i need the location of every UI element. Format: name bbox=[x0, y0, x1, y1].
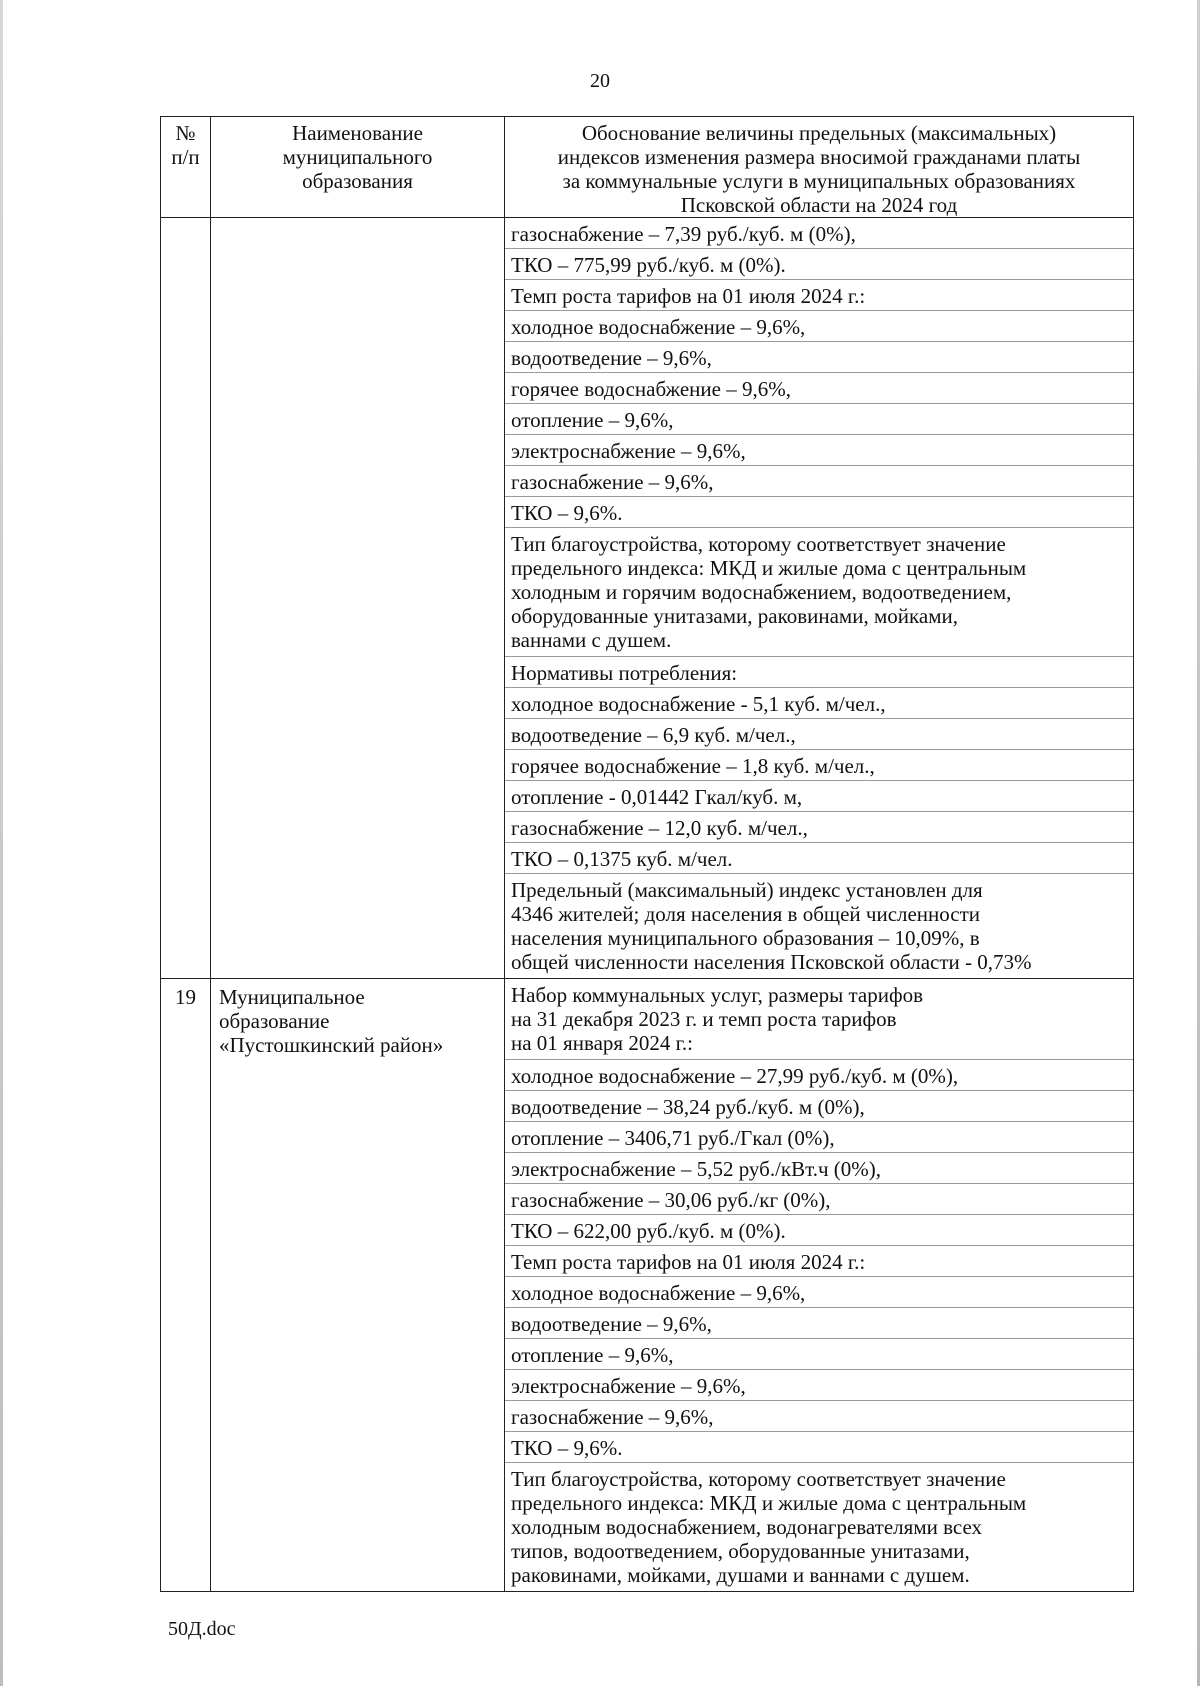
entry-line: водоотведение – 9,6%, bbox=[511, 346, 712, 370]
entry-line: Темп роста тарифов на 01 июля 2024 г.: bbox=[511, 284, 866, 308]
justification-entry bbox=[505, 811, 1133, 842]
entry-line: на 01 января 2024 г.: bbox=[511, 1031, 693, 1055]
row-num-cell bbox=[161, 218, 211, 979]
row-justification-cell bbox=[505, 979, 1134, 1592]
entry-line: газоснабжение – 12,0 куб. м/чел., bbox=[511, 816, 808, 840]
entry-line: газоснабжение – 9,6%, bbox=[511, 1405, 714, 1429]
entry-line: водоотведение – 6,9 куб. м/чел., bbox=[511, 723, 796, 747]
justification-entry bbox=[505, 465, 1133, 496]
table-header-row bbox=[161, 117, 1134, 218]
justification-entry bbox=[505, 434, 1133, 465]
row-justification-cell bbox=[505, 218, 1134, 979]
justification-entry bbox=[505, 718, 1133, 749]
header-justification: Обоснование величины предельных (максимальных) индексов изменения размера вносимой гражданами платы за коммунальные услуги в муниципальных образованиях Псковской области на 2024 год bbox=[505, 117, 1134, 218]
justification-entry bbox=[505, 873, 1133, 978]
entry-line: ТКО – 622,00 руб./куб. м (0%). bbox=[511, 1219, 786, 1243]
row-num-cell: 19 bbox=[161, 979, 211, 1592]
entry-line: Предельный (максимальный) индекс установлен для bbox=[511, 878, 983, 902]
justification-entry bbox=[505, 279, 1133, 310]
entry-line: электроснабжение – 5,52 руб./кВт.ч (0%), bbox=[511, 1157, 882, 1181]
entry-line: Темп роста тарифов на 01 июля 2024 г.: bbox=[511, 1250, 866, 1274]
entry-line: Набор коммунальных услуг, размеры тарифов bbox=[511, 983, 923, 1007]
entry-line: отопление – 9,6%, bbox=[511, 408, 674, 432]
entry-line: ТКО – 0,1375 куб. м/чел. bbox=[511, 847, 733, 871]
entry-line: на 31 декабря 2023 г. и темп роста тарифов bbox=[511, 1007, 897, 1031]
tariff-index-table bbox=[160, 116, 1134, 1592]
entry-line: горячее водоснабжение – 9,6%, bbox=[511, 377, 791, 401]
entry-line: населения муниципального образования – 10,09%, в bbox=[511, 926, 980, 950]
table-row-19 bbox=[161, 979, 1134, 1592]
justification-entry bbox=[505, 218, 1133, 248]
justification-entry bbox=[505, 687, 1133, 718]
footer-filename: 50Д.doc bbox=[168, 1618, 236, 1640]
entry-line: ТКО – 9,6%. bbox=[511, 1436, 623, 1460]
justification-entry bbox=[505, 1152, 1133, 1183]
justification-entry bbox=[505, 1090, 1133, 1121]
entry-line: холодное водоснабжение – 9,6%, bbox=[511, 315, 806, 339]
entry-line: холодное водоснабжение - 5,1 куб. м/чел., bbox=[511, 692, 886, 716]
entry-line: ваннами с душем. bbox=[511, 628, 672, 652]
row-municipality-cell: Муниципальное образование «Пустошкинский район» bbox=[211, 979, 505, 1592]
justification-entry bbox=[505, 496, 1133, 527]
entry-line: газоснабжение – 7,39 руб./куб. м (0%), bbox=[511, 222, 856, 246]
justification-entry bbox=[505, 842, 1133, 873]
scan-edge-left bbox=[0, 0, 3, 1686]
page-number: 20 bbox=[590, 70, 610, 92]
entry-line: раковинами, мойками, душами и ваннами с душем. bbox=[511, 1563, 970, 1587]
entry-line: холодным и горячим водоснабжением, водоотведением, bbox=[511, 580, 1012, 604]
justification-entry bbox=[505, 403, 1133, 434]
entry-line: Тип благоустройства, которому соответствует значение bbox=[511, 1467, 1006, 1491]
justification-entry bbox=[505, 310, 1133, 341]
entry-line: холодное водоснабжение – 9,6%, bbox=[511, 1281, 806, 1305]
justification-entry bbox=[505, 1183, 1133, 1214]
entry-line: холодным водоснабжением, водонагревателями всех bbox=[511, 1515, 983, 1539]
table-row-continued bbox=[161, 218, 1134, 979]
justification-entry bbox=[505, 979, 1133, 1059]
entry-line: Тип благоустройства, которому соответствует значение bbox=[511, 532, 1006, 556]
entry-line: предельного индекса: МКД и жилые дома с центральным bbox=[511, 1491, 1027, 1515]
justification-entry bbox=[505, 1431, 1133, 1462]
justification-entry bbox=[505, 1307, 1133, 1338]
entry-line: водоотведение – 38,24 руб./куб. м (0%), bbox=[511, 1095, 865, 1119]
justification-entry bbox=[505, 1276, 1133, 1307]
entry-line: 4346 жителей; доля населения в общей численности bbox=[511, 902, 981, 926]
justification-entry bbox=[505, 341, 1133, 372]
entry-line: электроснабжение – 9,6%, bbox=[511, 1374, 746, 1398]
justification-entry bbox=[505, 1059, 1133, 1090]
justification-entry bbox=[505, 749, 1133, 780]
entry-line: Нормативы потребления: bbox=[511, 661, 738, 685]
justification-entry bbox=[505, 780, 1133, 811]
header-num: № п/п bbox=[161, 117, 211, 218]
justification-entry bbox=[505, 1400, 1133, 1431]
entry-line: предельного индекса: МКД и жилые дома с центральным bbox=[511, 556, 1027, 580]
justification-entry bbox=[505, 248, 1133, 279]
entry-line: газоснабжение – 9,6%, bbox=[511, 470, 714, 494]
row-municipality-cell bbox=[211, 218, 505, 979]
entry-line: ТКО – 775,99 руб./куб. м (0%). bbox=[511, 253, 786, 277]
justification-entry bbox=[505, 1462, 1133, 1591]
justification-entry bbox=[505, 527, 1133, 656]
entry-line: оборудованные унитазами, раковинами, мойками, bbox=[511, 604, 958, 628]
entry-line: горячее водоснабжение – 1,8 куб. м/чел., bbox=[511, 754, 875, 778]
justification-entry bbox=[505, 1338, 1133, 1369]
entry-line: общей численности населения Псковской области - 0,73% bbox=[511, 950, 1032, 974]
entry-line: водоотведение – 9,6%, bbox=[511, 1312, 712, 1336]
entry-line: ТКО – 9,6%. bbox=[511, 501, 623, 525]
entry-line: газоснабжение – 30,06 руб./кг (0%), bbox=[511, 1188, 831, 1212]
entry-line: отопление - 0,01442 Гкал/куб. м, bbox=[511, 785, 803, 809]
entry-line: отопление – 3406,71 руб./Гкал (0%), bbox=[511, 1126, 835, 1150]
justification-entry bbox=[505, 1214, 1133, 1245]
entry-line: отопление – 9,6%, bbox=[511, 1343, 674, 1367]
justification-entry bbox=[505, 656, 1133, 687]
justification-entry bbox=[505, 1369, 1133, 1400]
justification-entry bbox=[505, 1245, 1133, 1276]
header-municipality: Наименование муниципального образования bbox=[211, 117, 505, 218]
justification-entry bbox=[505, 372, 1133, 403]
entry-line: типов, водоотведением, оборудованные унитазами, bbox=[511, 1539, 970, 1563]
entry-line: электроснабжение – 9,6%, bbox=[511, 439, 746, 463]
entry-line: холодное водоснабжение – 27,99 руб./куб. м (0%), bbox=[511, 1064, 959, 1088]
justification-entry bbox=[505, 1121, 1133, 1152]
